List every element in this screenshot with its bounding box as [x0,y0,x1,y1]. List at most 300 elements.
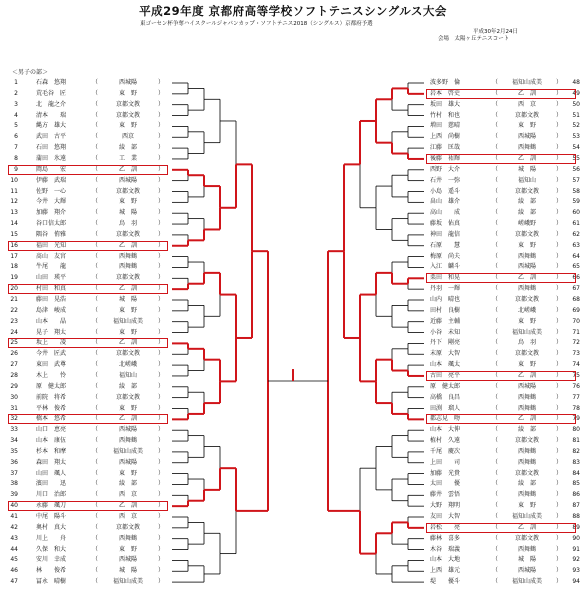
player-number: 72 [572,339,580,347]
player-number: 94 [572,578,580,586]
player-number: 67 [572,285,580,293]
player-number: 54 [572,144,580,152]
player-name: 古田 亮平 [430,371,461,379]
player-name: 隅谷 侑雅 [36,230,67,238]
player-number: 45 [10,556,18,564]
paren-close: ） [556,209,563,217]
player-name: 東田 武尊 [36,361,67,369]
player-name: 武田 古平 [36,133,67,141]
paren-close: ） [556,111,563,119]
player-number: 25 [10,339,18,347]
paren-open: （ [92,296,99,303]
paren-close: ） [556,534,563,542]
player-school: 京都文教 [514,187,539,195]
player-school: 綾 部 [517,209,536,217]
paren-close: ） [158,437,165,445]
player-school: 福知山成美 [511,79,542,86]
paren-close: ） [556,263,563,271]
player-name: 藤田 晃浩 [36,296,67,303]
paren-close: ） [158,567,165,575]
player-number: 64 [572,252,580,260]
paren-close: ） [556,523,563,531]
paren-open: （ [492,393,499,401]
player-number: 9 [14,165,18,173]
paren-open: （ [492,458,499,466]
player-school: 綾 部 [118,382,137,390]
player-school: 西舞鶴 [517,285,536,293]
paren-open: （ [92,437,99,445]
player-school: 綾 部 [517,198,536,206]
player-number: 29 [10,382,18,390]
player-school: 乙 訓 [118,241,137,249]
player-school: 西舞鶴 [517,252,536,260]
player-number: 37 [10,469,18,477]
player-number: 42 [10,523,18,531]
paren-open: （ [92,491,99,499]
paren-close: ） [158,523,165,531]
player-name: 増田 慈晴 [430,122,461,130]
player-number: 36 [10,458,18,466]
paren-close: ） [158,415,165,423]
paren-open: （ [492,556,499,564]
player-name: 千尾 慶次 [430,447,461,455]
player-school: 京都文教 [514,111,539,119]
paren-open: （ [92,361,99,369]
player-school: 福知山成美 [112,447,143,455]
paren-close: ） [556,556,563,564]
paren-open: （ [92,154,99,162]
player-school: 嵯峨野 [517,220,536,228]
player-name: 山本 晶 [36,317,67,325]
paren-close: ） [158,328,165,336]
player-name: 川上 舟 [36,534,67,542]
player-number: 46 [10,567,18,575]
player-name: 都志見 吻 [430,415,461,423]
player-number: 55 [572,154,580,162]
player-name: 福田 光知 [36,241,67,249]
paren-close: ） [158,285,165,293]
paren-open: （ [92,393,99,401]
player-school: 京都文教 [514,437,539,445]
player-number: 14 [10,220,18,228]
player-number: 4 [14,111,18,119]
player-number: 40 [10,502,18,510]
paren-close: ） [158,447,165,455]
player-number: 10 [10,176,18,184]
paren-open: （ [492,350,499,358]
player-name: 原 健太郎 [36,382,67,390]
player-school: 乙 訓 [517,89,536,97]
player-name: 小島 遥斗 [430,187,461,195]
paren-close: ） [158,361,165,369]
paren-open: （ [492,176,499,184]
player-school: 城 陽 [517,165,536,173]
paren-close: ） [556,89,563,97]
player-name: 川口 治郎 [36,491,67,499]
paren-open: （ [492,263,499,271]
paren-close: ） [556,513,563,520]
paren-open: （ [92,523,99,531]
player-number: 1 [14,79,18,86]
player-name: 木谷 瑞義 [430,545,461,553]
player-number: 26 [10,350,18,358]
player-number: 30 [10,393,18,401]
paren-close: ） [556,144,563,152]
player-name: 山内 晴也 [430,296,461,303]
paren-close: ） [556,393,563,401]
player-number: 88 [572,513,580,520]
player-school: 京都文教 [514,350,539,358]
paren-open: （ [492,371,499,379]
paren-open: （ [492,513,499,520]
paren-open: （ [92,567,99,575]
player-school: 北嵯峨 [517,306,536,314]
paren-open: （ [92,513,99,520]
paren-open: （ [92,480,99,488]
player-name: 今井 大輝 [36,198,67,206]
player-number: 80 [572,426,580,434]
paren-open: （ [92,415,99,423]
paren-open: （ [92,79,99,86]
player-school: 乙 訓 [118,415,137,423]
paren-open: （ [492,133,499,141]
player-school: 東 野 [517,502,536,510]
player-name: 友田 大智 [430,513,461,520]
paren-close: ） [158,480,165,488]
player-school: 鳥 羽 [118,220,137,228]
player-number: 81 [572,437,580,445]
player-number: 12 [10,198,18,206]
player-school: 西城陽 [118,458,137,466]
player-number: 28 [10,371,18,379]
player-name: 荒毛谷 匠 [36,89,67,97]
paren-close: ） [556,317,563,325]
paren-close: ） [556,79,563,86]
player-name: 竹村 和也 [430,111,461,119]
player-number: 76 [572,382,580,390]
paren-open: （ [492,317,499,325]
player-school: 京都文教 [115,274,140,282]
player-number: 62 [572,230,580,238]
player-number: 20 [10,285,18,293]
player-number: 2 [14,89,18,97]
paren-close: ） [158,578,165,586]
paren-open: （ [492,198,499,206]
player-name: 岡島 宏 [36,165,67,173]
player-number: 34 [10,437,18,445]
player-school: 乙 訓 [517,415,536,423]
paren-open: （ [92,263,99,271]
player-school: 京都文教 [514,469,539,477]
player-name: 加藤 翔介 [36,209,67,217]
paren-open: （ [92,339,99,347]
player-number: 19 [10,274,18,282]
player-name: 冨永 晴樹 [36,578,67,586]
paren-open: （ [92,176,99,184]
paren-open: （ [92,209,99,217]
player-name: 石原 慧 [430,241,461,249]
player-school: 城 陽 [517,556,536,564]
player-name: 中尾 陽斗 [36,513,67,520]
paren-open: （ [92,187,99,195]
player-number: 59 [572,198,580,206]
player-school: 綾 部 [118,144,137,152]
paren-close: ） [556,133,563,141]
player-school: 西城陽 [118,176,137,184]
player-number: 87 [572,502,580,510]
paren-open: （ [492,296,499,303]
paren-open: （ [92,274,99,282]
player-name: 安川 幸成 [36,556,67,564]
player-number: 22 [10,306,18,314]
player-school: 綾 部 [517,480,536,488]
player-school: 西城陽 [118,556,137,564]
player-number: 6 [14,133,18,141]
paren-open: （ [492,328,499,336]
player-number: 41 [10,513,18,520]
player-name: 清本 瑞 [36,111,67,119]
player-name: 縄方 雄大 [36,122,67,130]
player-name: 藤坂 佑真 [430,220,461,228]
player-school: 西舞鶴 [118,534,137,542]
paren-close: ） [158,545,165,553]
paren-close: ） [158,513,165,520]
paren-open: （ [92,220,99,228]
paren-close: ） [556,154,563,162]
player-school: 西城陽 [118,426,137,434]
player-name: 石井 一弥 [430,176,461,184]
player-name: 晃子 翔太 [36,328,67,336]
paren-close: ） [556,502,563,510]
player-number: 39 [10,491,18,499]
paren-close: ） [556,100,563,108]
player-school: 京都文教 [514,534,539,542]
player-school: 西舞鶴 [118,263,137,271]
player-number: 33 [10,426,18,434]
paren-close: ） [158,382,165,390]
paren-close: ） [556,306,563,314]
player-school: 西舞鶴 [517,404,536,412]
player-school: 西舞鶴 [517,491,536,499]
paren-close: ） [556,371,563,379]
player-name: 高山 成 [430,209,461,217]
player-school: 乙 訓 [118,502,137,510]
paren-open: （ [492,252,499,260]
player-number: 35 [10,447,18,455]
paren-close: ） [556,187,563,195]
paren-open: （ [92,350,99,358]
paren-open: （ [92,317,99,325]
player-name: 西野 大介 [430,165,461,173]
player-school: 西舞鶴 [517,144,536,152]
paren-close: ） [556,415,563,423]
paren-open: （ [92,111,99,119]
player-number: 83 [572,458,580,466]
player-school: 京都文教 [115,393,140,401]
paren-open: （ [492,578,499,586]
player-number: 38 [10,480,18,488]
paren-close: ） [158,502,165,510]
event-venue: 会場 太陽ヶ丘テニスコート [438,36,510,42]
player-name: 岩本 啓史 [430,89,461,97]
paren-close: ） [556,404,563,412]
paren-close: ） [556,328,563,336]
player-number: 13 [10,209,18,217]
player-name: 入江 麟斗 [430,263,461,271]
paren-close: ） [158,317,165,325]
player-school: 京都文教 [115,111,140,119]
paren-close: ） [556,230,563,238]
player-number: 58 [572,187,580,195]
player-school: 西 京 [517,100,536,108]
paren-close: ） [556,176,563,184]
paren-close: ） [556,220,563,228]
player-school: 東 野 [118,306,137,314]
paren-close: ） [158,187,165,195]
player-name: 山本 康伍 [36,437,67,445]
player-number: 24 [10,328,18,336]
player-school: 西京 [121,133,134,141]
paren-open: （ [92,426,99,434]
paren-close: ） [556,480,563,488]
paren-close: ） [556,491,563,499]
player-name: 山田 颯人 [36,469,67,477]
paren-close: ） [158,111,165,119]
paren-open: （ [492,220,499,228]
paren-open: （ [492,404,499,412]
player-number: 77 [572,393,580,401]
player-school: 城 陽 [118,296,137,303]
event-date: 平成30年2月24日 [473,29,518,35]
paren-open: （ [492,534,499,542]
player-number: 60 [572,209,580,217]
paren-open: （ [492,415,499,423]
paren-open: （ [492,144,499,152]
player-name: 山口 恵亮 [36,426,67,434]
player-name: 後藤 祐輝 [430,154,461,162]
player-name: 末原 大智 [430,350,461,358]
paren-close: ） [158,241,165,249]
paren-close: ） [158,176,165,184]
player-school: 東 野 [118,198,137,206]
player-school: 綾 部 [517,426,536,434]
paren-close: ） [556,361,563,369]
paren-close: ） [158,165,165,173]
player-name: 原 健太郎 [430,382,461,390]
paren-open: （ [492,502,499,510]
paren-open: （ [92,469,99,477]
paren-close: ） [158,198,165,206]
player-number: 78 [572,404,580,412]
player-number: 92 [572,556,580,564]
player-name: 蒲田 氷遠 [36,154,67,162]
player-number: 8 [14,154,18,162]
player-name: 堤 優斗 [430,578,461,586]
player-name: 高橋 良昌 [430,393,461,401]
player-name: 畠山 雄介 [430,198,461,206]
player-number: 31 [10,404,18,412]
player-number: 70 [572,317,580,325]
paren-open: （ [492,447,499,455]
paren-close: ） [158,154,165,162]
paren-close: ） [158,306,165,314]
player-school: 城 陽 [118,209,137,217]
paren-close: ） [158,144,165,152]
player-number: 65 [572,263,580,271]
paren-close: ） [158,89,165,97]
player-name: 永藤 颯刀 [36,502,67,510]
paren-close: ） [556,469,563,477]
paren-close: ） [158,220,165,228]
player-number: 82 [572,447,580,455]
player-number: 43 [10,534,18,542]
player-name: 山本 颯太 [430,361,461,369]
player-number: 57 [572,176,580,184]
player-school: 工 業 [118,154,137,162]
player-school: 乙 訓 [517,274,536,282]
player-name: 杉本 和摩 [36,447,67,455]
player-school: 福知山 [118,371,137,379]
player-number: 84 [572,469,580,477]
paren-open: （ [492,111,499,119]
player-number: 5 [14,122,18,130]
player-school: 福知山成美 [511,513,542,520]
player-school: 東 野 [118,122,137,130]
paren-close: ） [158,371,165,379]
page-subtitle: 東ゴーセン杯争奪ハイスクールジャパンカップ・ソフトテニス2018（シングルス）京都府予選 [140,21,373,27]
player-name: 梅原 尚夫 [430,252,461,260]
paren-close: ） [556,165,563,173]
paren-open: （ [492,480,499,488]
player-school: 乙 訓 [118,285,137,293]
player-school: 乙 訓 [517,371,536,379]
player-name: 上西 尚樹 [430,133,461,141]
player-name: 上田 司 [430,458,461,466]
player-number: 91 [572,545,580,553]
paren-close: ） [158,404,165,412]
paren-open: （ [492,382,499,390]
player-number: 23 [10,317,18,325]
player-school: 乙 訓 [118,339,137,347]
section-label: ＜男子の部＞ [12,69,49,76]
player-school: 京都文教 [514,230,539,238]
player-name: 山田 瑛平 [36,274,67,282]
paren-open: （ [492,491,499,499]
player-number: 69 [572,306,580,314]
player-number: 16 [10,241,18,249]
paren-close: ） [556,458,563,466]
paren-open: （ [492,545,499,553]
paren-open: （ [492,361,499,369]
paren-close: ） [158,339,165,347]
paren-close: ） [556,296,563,303]
player-name: 谷口信太郎 [36,220,67,228]
player-name: 石森 悠翔 [36,79,67,86]
paren-open: （ [92,144,99,152]
player-school: 西舞鶴 [517,447,536,455]
player-number: 68 [572,296,580,303]
paren-open: （ [492,469,499,477]
player-school: 西舞鶴 [517,393,536,401]
paren-open: （ [92,100,99,108]
player-name: 加藤 光貴 [430,469,461,477]
player-number: 50 [572,100,580,108]
player-name: 藤井 雲悟 [430,491,461,499]
paren-open: （ [92,458,99,466]
paren-close: ） [556,426,563,434]
paren-open: （ [492,122,499,130]
player-school: 京都文教 [115,523,140,531]
